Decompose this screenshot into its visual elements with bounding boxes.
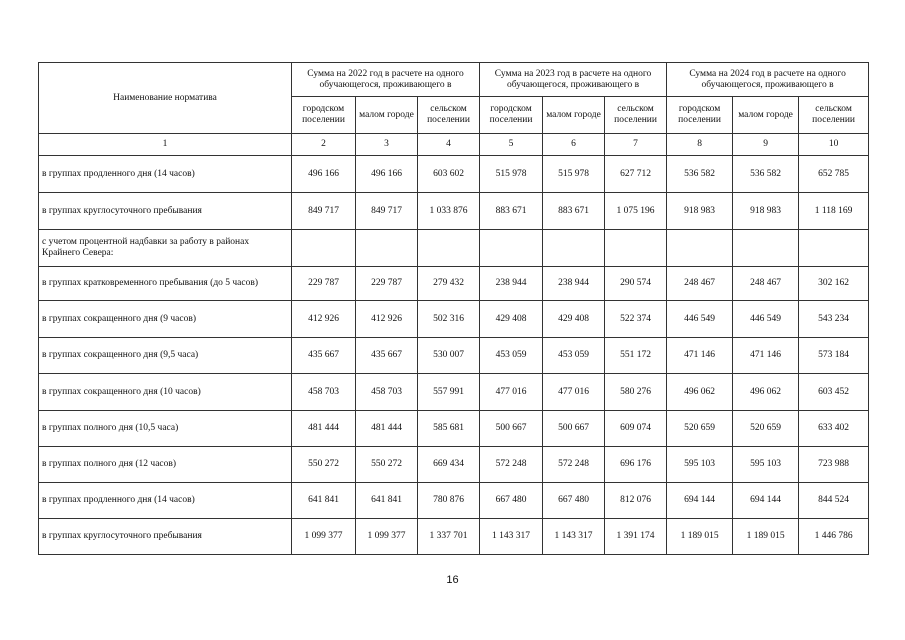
table-cell [799,230,869,267]
table-cell: 883 671 [543,193,605,230]
row-name: в группах продленного дня (14 часов) [39,483,292,519]
header-name-column: Наименование норматива [39,63,292,134]
table-cell: 229 787 [292,267,356,301]
table-cell: 723 988 [799,447,869,483]
table-cell [733,230,799,267]
column-number: 4 [418,134,480,156]
row-name: в группах круглосуточного пребывания [39,519,292,555]
table-cell: 849 717 [356,193,418,230]
page-number: 16 [446,574,459,586]
table-cell: 453 059 [480,338,543,374]
table-cell: 248 467 [667,267,733,301]
table-cell: 812 076 [605,483,667,519]
table-cell: 412 926 [356,301,418,338]
table-cell: 696 176 [605,447,667,483]
table-cell: 520 659 [667,411,733,447]
table-cell [292,230,356,267]
table-cell: 530 007 [418,338,480,374]
table-cell [605,230,667,267]
table-cell: 477 016 [480,374,543,411]
column-number: 1 [39,134,292,156]
table-cell: 412 926 [292,301,356,338]
table-cell: 595 103 [733,447,799,483]
table-cell [418,230,480,267]
header-group-2023: Сумма на 2023 год в расчете на одного обучающегося, проживающего в [480,63,667,97]
column-number: 8 [667,134,733,156]
table-cell: 481 444 [356,411,418,447]
table-row [39,483,869,519]
column-number: 3 [356,134,418,156]
table-cell: 520 659 [733,411,799,447]
table-row [39,193,869,230]
row-name: в группах продленного дня (14 часов) [39,156,292,193]
table-cell: 458 703 [356,374,418,411]
row-name: в группах сокращенного дня (9 часов) [39,301,292,338]
table-cell: 522 374 [605,301,667,338]
table-cell: 1 099 377 [292,519,356,555]
table-cell: 572 248 [543,447,605,483]
table-cell: 496 166 [292,156,356,193]
table-cell: 667 480 [480,483,543,519]
header-group-2024: Сумма на 2024 год в расчете на одного обучающегося, проживающего в [667,63,869,97]
table-cell: 550 272 [356,447,418,483]
table-cell: 471 146 [733,338,799,374]
table-row [39,374,869,411]
table-cell: 1 446 786 [799,519,869,555]
table-cell: 446 549 [733,301,799,338]
subheader-rural: сельском поселении [799,97,869,134]
table-row [39,267,869,301]
subheader-urban: городском поселении [480,97,543,134]
table-cell: 627 712 [605,156,667,193]
table-cell: 496 062 [667,374,733,411]
table-row [39,156,869,193]
table-cell: 279 432 [418,267,480,301]
table-cell: 496 166 [356,156,418,193]
table-cell: 1 033 876 [418,193,480,230]
table-cell: 515 978 [543,156,605,193]
table-cell: 844 524 [799,483,869,519]
table-cell: 536 582 [667,156,733,193]
table-cell: 477 016 [543,374,605,411]
table-cell: 652 785 [799,156,869,193]
table-cell: 609 074 [605,411,667,447]
table-cell: 238 944 [543,267,605,301]
table-cell: 515 978 [480,156,543,193]
table-cell: 1 391 174 [605,519,667,555]
table-cell: 496 062 [733,374,799,411]
table-cell: 918 983 [667,193,733,230]
table-cell: 536 582 [733,156,799,193]
table-cell: 1 189 015 [667,519,733,555]
table-cell: 551 172 [605,338,667,374]
table-cell: 302 162 [799,267,869,301]
table-cell: 446 549 [667,301,733,338]
table-cell: 557 991 [418,374,480,411]
subheader-rural: сельском поселении [605,97,667,134]
table-cell: 1 099 377 [356,519,418,555]
row-name: в группах кратковременного пребывания (до 5 часов) [39,267,292,301]
table-cell: 1 118 169 [799,193,869,230]
table-row [39,447,869,483]
column-number: 10 [799,134,869,156]
table-cell: 502 316 [418,301,480,338]
table-cell: 471 146 [667,338,733,374]
row-name: в группах сокращенного дня (9,5 часа) [39,338,292,374]
table-cell: 694 144 [733,483,799,519]
column-number: 7 [605,134,667,156]
table-row [39,230,869,267]
table-cell: 669 434 [418,447,480,483]
table-cell: 429 408 [480,301,543,338]
table-cell: 1 143 317 [543,519,605,555]
table-cell: 595 103 [667,447,733,483]
table-cell: 641 841 [356,483,418,519]
column-number: 5 [480,134,543,156]
table-cell: 453 059 [543,338,605,374]
table-cell: 849 717 [292,193,356,230]
table-cell: 1 075 196 [605,193,667,230]
table-cell [480,230,543,267]
table-cell: 229 787 [356,267,418,301]
row-name: в группах сокращенного дня (10 часов) [39,374,292,411]
table-cell [667,230,733,267]
row-name: в группах полного дня (10,5 часа) [39,411,292,447]
table-body [39,156,869,555]
column-number: 2 [292,134,356,156]
standards-table [38,62,869,555]
table-cell: 429 408 [543,301,605,338]
row-name: с учетом процентной надбавки за работу в районах Крайнего Севера: [39,230,292,267]
table-row [39,519,869,555]
table-row [39,338,869,374]
table-row [39,411,869,447]
column-number: 6 [543,134,605,156]
table-cell: 1 337 701 [418,519,480,555]
table-cell: 435 667 [356,338,418,374]
table-cell: 780 876 [418,483,480,519]
table-cell: 883 671 [480,193,543,230]
table-cell: 1 189 015 [733,519,799,555]
table-cell: 550 272 [292,447,356,483]
subheader-urban: городском поселении [292,97,356,134]
table-cell: 435 667 [292,338,356,374]
table-cell: 290 574 [605,267,667,301]
table-cell: 633 402 [799,411,869,447]
table-cell [543,230,605,267]
table-cell: 580 276 [605,374,667,411]
table-cell: 500 667 [543,411,605,447]
table-cell: 500 667 [480,411,543,447]
subheader-small-town: малом городе [356,97,418,134]
table-row [39,301,869,338]
table-cell: 238 944 [480,267,543,301]
table-cell: 572 248 [480,447,543,483]
table-cell: 641 841 [292,483,356,519]
table-cell: 585 681 [418,411,480,447]
column-number: 9 [733,134,799,156]
table-cell: 248 467 [733,267,799,301]
table-cell: 543 234 [799,301,869,338]
table-cell: 918 983 [733,193,799,230]
subheader-small-town: малом городе [543,97,605,134]
table-cell [356,230,418,267]
header-group-2022: Сумма на 2022 год в расчете на одного обучающегося, проживающего в [292,63,480,97]
table-cell: 458 703 [292,374,356,411]
row-name: в группах полного дня (12 часов) [39,447,292,483]
table-cell: 481 444 [292,411,356,447]
table-cell: 573 184 [799,338,869,374]
subheader-urban: городском поселении [667,97,733,134]
table-cell: 1 143 317 [480,519,543,555]
row-name: в группах круглосуточного пребывания [39,193,292,230]
table-cell: 603 602 [418,156,480,193]
table-cell: 603 452 [799,374,869,411]
subheader-rural: сельском поселении [418,97,480,134]
table-cell: 667 480 [543,483,605,519]
subheader-small-town: малом городе [733,97,799,134]
table-cell: 694 144 [667,483,733,519]
